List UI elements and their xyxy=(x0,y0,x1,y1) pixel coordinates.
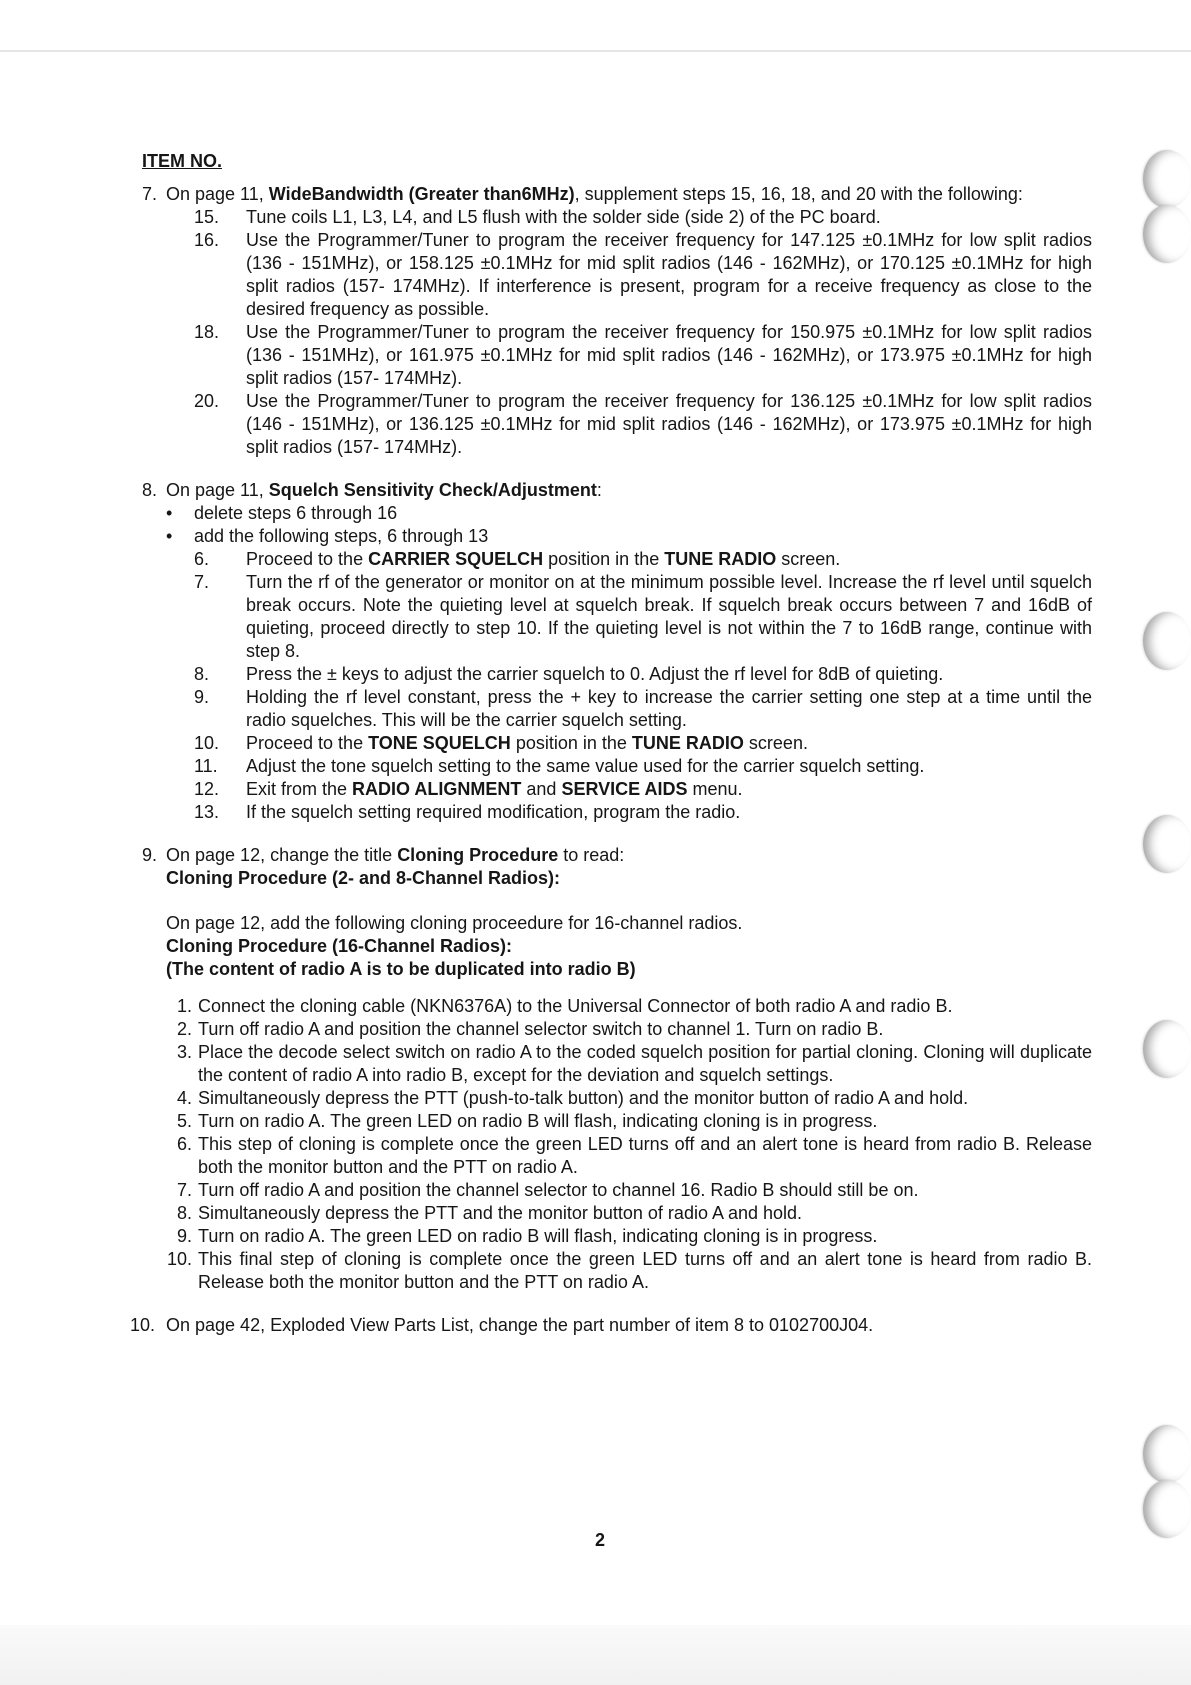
scan-edge-top xyxy=(0,50,1191,52)
step: 16. Use the Programmer/Tuner to program the receiver frequency for 147.125 ±0.1MHz for low split radios (136 - 151MHz), or 158.125 ±0.1MHz for mid split radios (146 - 162MHz), or 170.125 ±0.1MHz for high split radios (157- 174MHz). If interference is present, program for a receive frequency as close to the desired frequency as possible. xyxy=(194,230,1092,319)
step: 9. Holding the rf level constant, press the + key to increase the carrier setting one step at a time until the radio squelches. This will be the carrier squelch setting. xyxy=(194,687,1092,730)
bullet-list xyxy=(166,502,1092,548)
binder-hole xyxy=(1143,1480,1191,1538)
binder-hole xyxy=(1143,612,1191,670)
item-number: 7. xyxy=(142,184,158,204)
item-10 xyxy=(130,1314,1092,1337)
cloning-title-16: Cloning Procedure (16-Channel Radios): xyxy=(166,936,513,956)
step: 3. Place the decode select switch on radio A to the coded squelch position for partial cloning. Cloning will duplicate the content of radio A into radio B, except for the deviation and squelch settings. xyxy=(176,1042,1092,1085)
step: 8. Simultaneously depress the PTT and the monitor button of radio A and hold. xyxy=(176,1203,803,1223)
step: 1. Connect the cloning cable (NKN6376A) to the Universal Connector of both radio A and radio B. xyxy=(176,996,953,1016)
item-number: 8. xyxy=(142,480,158,500)
step: 13. If the squelch setting required modification, program the radio. xyxy=(194,802,741,822)
binder-hole xyxy=(1143,1425,1191,1483)
scan-edge-bottom xyxy=(0,1625,1191,1685)
step: 5. Turn on radio A. The green LED on radio B will flash, indicating cloning is in progress. xyxy=(176,1111,878,1131)
step: 2. Turn off radio A and position the channel selector switch to channel 1. Turn on radio B. xyxy=(176,1019,884,1039)
item-text: On page 42, Exploded View Parts List, change the part number of item 8 to 0102700J04. xyxy=(166,1315,874,1335)
item-7 xyxy=(142,183,1092,459)
step: 9. Turn on radio A. The green LED on radio B will flash, indicating cloning is in progress. xyxy=(176,1226,878,1246)
step-list xyxy=(194,548,1092,824)
page-number: 2 xyxy=(595,1530,606,1550)
item-text: On page 11, WideBandwidth (Greater than6MHz), supplement steps 15, 16, 18, and 20 with the following: xyxy=(166,184,1023,204)
step: 12. Exit from the RADIO ALIGNMENT and SERVICE AIDS menu. xyxy=(194,779,743,799)
step: 8. Press the ± keys to adjust the carrier squelch to 0. Adjust the rf level for 8dB of quieting. xyxy=(194,664,944,684)
binder-hole xyxy=(1143,150,1191,208)
step: 18. Use the Programmer/Tuner to program the receiver frequency for 150.975 ±0.1MHz for low split radios (136 - 151MHz), or 161.975 ±0.1MHz for mid split radios (146 - 162MHz), or 173.975 ±0.1MHz for high split radios (157- 174MHz). xyxy=(194,322,1092,388)
step: 15. Tune coils L1, L3, L4, and L5 flush with the solder side (side 2) of the PC board. xyxy=(194,207,881,227)
step: 6. Proceed to the CARRIER SQUELCH position in the TUNE RADIO screen. xyxy=(194,549,841,569)
cloning-add-text: On page 12, add the following cloning proceedure for 16-channel radios. xyxy=(166,913,743,933)
step-list xyxy=(194,206,1092,459)
cloning-steps xyxy=(166,995,1092,1294)
step: 7. Turn the rf of the generator or monitor on at the minimum possible level. Increase the rf level until squelch break occurs. Note the quieting level at squelch break. If squelch break occurs between 7 and 16dB of quieting, proceed directly to step 10. If the quieting level is not within the 7 to 16dB range, continue with step 8. xyxy=(194,572,1092,661)
item-9 xyxy=(142,844,1092,1294)
step: 4. Simultaneously depress the PTT (push-to-talk button) and the monitor button of radio A and hold. xyxy=(176,1088,969,1108)
item-text: On page 11, Squelch Sensitivity Check/Adjustment: xyxy=(166,480,602,500)
item-text: On page 12, change the title Cloning Procedure to read: Cloning Procedure (2- and 8-Channel Radios): On page 12, add the following cloning proceedure for 16-channel radios. Cloning Procedure (16-Channel Radios): (The content of radio A is to be duplicated into radio B) xyxy=(166,845,743,979)
item-number: 9. xyxy=(142,845,158,865)
binder-hole xyxy=(1143,815,1191,873)
binder-holes xyxy=(1131,0,1191,1685)
bullet-item: • delete steps 6 through 16 xyxy=(166,503,398,523)
step: 10. This final step of cloning is complete once the green LED turns off and an alert tone is heard from radio B. Release both the monitor button and the PTT on radio A. xyxy=(166,1249,1092,1292)
item-8 xyxy=(142,479,1092,824)
step: 11. Adjust the tone squelch setting to the same value used for the carrier squelch setting. xyxy=(194,756,925,776)
step: 6. This step of cloning is complete once the green LED turns off and an alert tone is heard from radio B. Release both the monitor button and the PTT on radio A. xyxy=(176,1134,1092,1177)
step: 7. Turn off radio A and position the channel selector to channel 16. Radio B should still be on. xyxy=(176,1180,919,1200)
step: 10. Proceed to the TONE SQUELCH position in the TUNE RADIO screen. xyxy=(194,733,808,753)
binder-hole xyxy=(1143,205,1191,263)
bullet-item: • add the following steps, 6 through 13 xyxy=(166,526,489,546)
binder-hole xyxy=(1143,1020,1191,1078)
document-body xyxy=(130,150,1092,1357)
cloning-title-2-8: Cloning Procedure (2- and 8-Channel Radios): xyxy=(166,868,561,888)
cloning-note: (The content of radio A is to be duplicated into radio B) xyxy=(166,959,636,979)
item-number: 10. xyxy=(130,1315,156,1335)
step: 20. Use the Programmer/Tuner to program the receiver frequency for 136.125 ±0.1MHz for low split radios (146 - 151MHz), or 136.125 ±0.1MHz for mid split radios (146 - 162MHz), or 173.975 ±0.1MHz for high split radios (157- 174MHz). xyxy=(194,391,1092,457)
item-no-heading: ITEM NO. xyxy=(142,151,222,171)
